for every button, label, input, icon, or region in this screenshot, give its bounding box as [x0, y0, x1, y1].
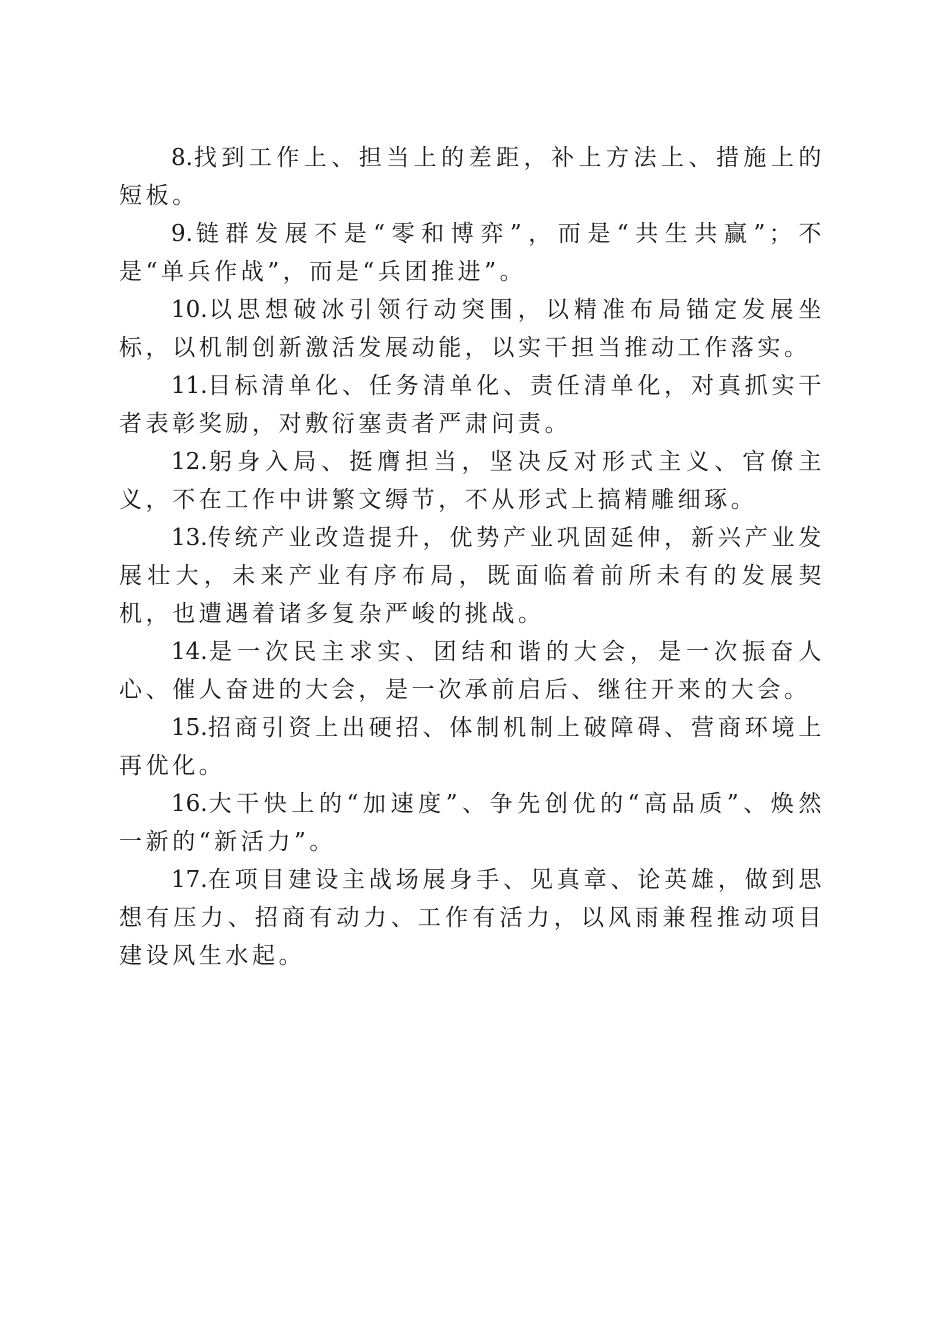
paragraph-item-11 — [119, 367, 825, 443]
paragraph-item-15 — [119, 709, 825, 785]
item-number: 8. — [171, 145, 193, 171]
item-text: 大干快上的“加速度”、争先创优的“高品质”、焕然一新的“新活力”。 — [119, 791, 825, 855]
paragraph-item-14 — [119, 633, 825, 709]
item-number: 13. — [171, 525, 208, 551]
paragraph-item-13 — [119, 519, 825, 633]
paragraph-item-17 — [119, 861, 825, 975]
item-text: 招商引资上出硬招、体制机制上破障碍、营商环境上再优化。 — [119, 715, 825, 779]
item-number: 12. — [171, 449, 208, 475]
item-text: 躬身入局、挺膺担当，坚决反对形式主义、官僚主义，不在工作中讲繁文缛节，不从形式上搞精雕细琢。 — [119, 449, 825, 513]
paragraph-item-8 — [119, 139, 825, 215]
item-text: 目标清单化、任务清单化、责任清单化，对真抓实干者表彰奖励，对敷衍塞责者严肃问责。 — [119, 373, 825, 437]
item-number: 17. — [171, 867, 208, 893]
item-text: 链群发展不是“零和博弈”，而是“共生共赢”；不是“单兵作战”，而是“兵团推进”。 — [119, 221, 825, 285]
item-text: 以思想破冰引领行动突围，以精准布局锚定发展坐标，以机制创新激活发展动能，以实干担当推动工作落实。 — [119, 297, 825, 361]
item-number: 11. — [171, 373, 208, 399]
item-number: 16. — [171, 791, 208, 817]
item-number: 9. — [171, 221, 193, 247]
item-number: 14. — [171, 639, 208, 665]
item-text: 传统产业改造提升，优势产业巩固延伸，新兴产业发展壮大，未来产业有序布局，既面临着前所未有的发展契机，也遭遇着诸多复杂严峻的挑战。 — [119, 525, 825, 627]
item-number: 10. — [171, 297, 208, 323]
paragraph-item-12 — [119, 443, 825, 519]
item-text: 在项目建设主战场展身手、见真章、论英雄，做到思想有压力、招商有动力、工作有活力，以风雨兼程推动项目建设风生水起。 — [119, 867, 825, 969]
paragraph-item-9 — [119, 215, 825, 291]
item-text: 找到工作上、担当上的差距，补上方法上、措施上的短板。 — [119, 145, 825, 209]
paragraph-item-10 — [119, 291, 825, 367]
item-text: 是一次民主求实、团结和谐的大会，是一次振奋人心、催人奋进的大会，是一次承前启后、继往开来的大会。 — [119, 639, 825, 703]
paragraph-item-16 — [119, 785, 825, 861]
document-body — [119, 139, 825, 975]
item-number: 15. — [171, 715, 208, 741]
